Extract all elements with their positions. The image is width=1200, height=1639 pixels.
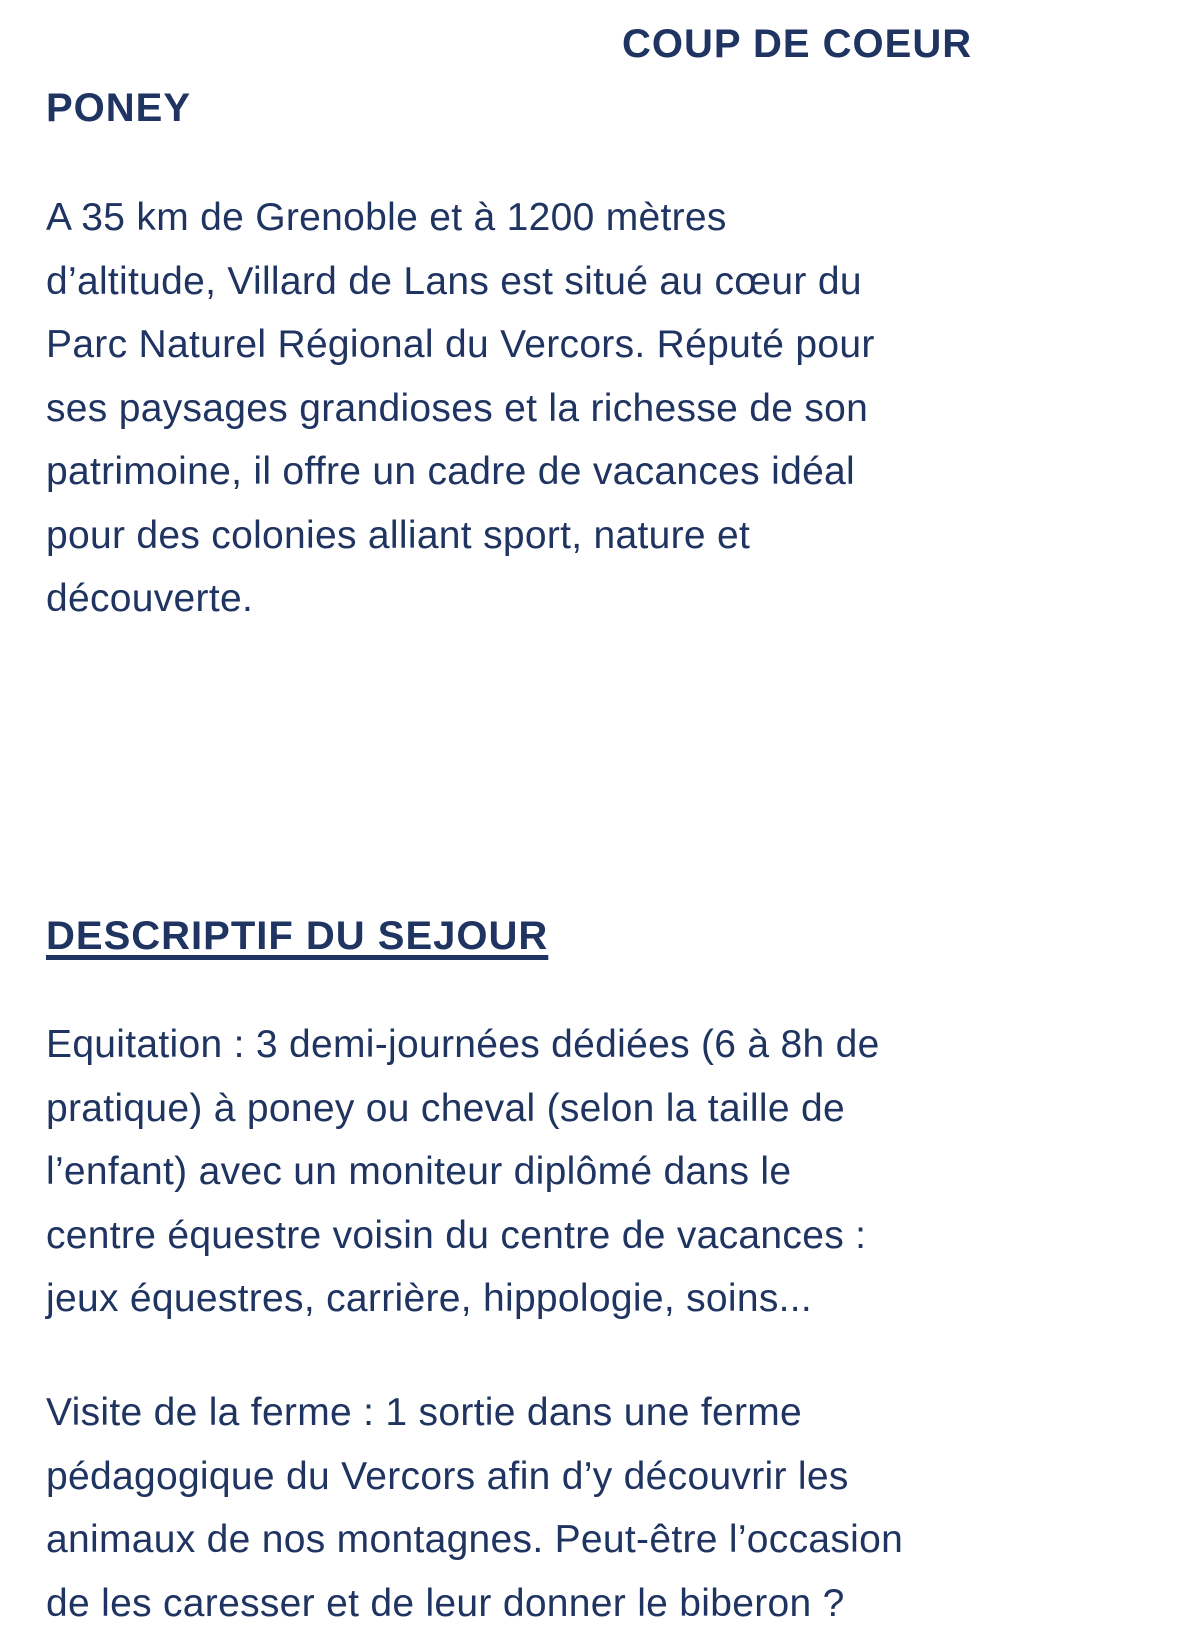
intro-line: Parc Naturel Régional du Vercors. Réputé pour: [46, 323, 875, 366]
intro-line: découverte.: [46, 577, 254, 620]
visite-ferme-line: animaux de nos montagnes. Peut-être l’occasion: [46, 1518, 904, 1561]
intro-line: ses paysages grandioses et la richesse de son: [46, 386, 869, 430]
intro-line: A 35 km de Grenoble et à 1200 mètres: [46, 196, 727, 239]
coup-de-coeur-badge: COUP DE COEUR: [622, 22, 973, 66]
equitation-line: Equitation : 3 demi-journées dédiées (6 à 8h de: [46, 1023, 880, 1066]
intro-line: pour des colonies alliant sport, nature et: [46, 513, 751, 557]
intro-line: patrimoine, il offre un cadre de vacances idéal: [46, 450, 856, 493]
visite-ferme-line: Visite de la ferme : 1 sortie dans une ferme: [46, 1391, 803, 1434]
visite-ferme-line: pédagogique du Vercors afin d’y découvrir les: [46, 1454, 849, 1498]
visite-ferme-line: de les caresser et de leur donner le biberon ?: [46, 1581, 845, 1625]
section-title-descriptif: DESCRIPTIF DU SEJOUR: [46, 914, 549, 958]
intro-line: d’altitude, Villard de Lans est situé au cœur du: [46, 259, 862, 303]
page-title: PONEY: [46, 86, 192, 130]
equitation-line: centre équestre voisin du centre de vacances :: [46, 1213, 867, 1257]
intro-paragraph: [46, 186, 1166, 631]
equitation-paragraph: [46, 1013, 1166, 1331]
equitation-line: jeux équestres, carrière, hippologie, soins...: [46, 1277, 813, 1320]
equitation-line: pratique) à poney ou cheval (selon la taille de: [46, 1086, 845, 1130]
equitation-line: l’enfant) avec un moniteur diplômé dans le: [46, 1150, 792, 1193]
visite-ferme-paragraph: [46, 1381, 1166, 1635]
